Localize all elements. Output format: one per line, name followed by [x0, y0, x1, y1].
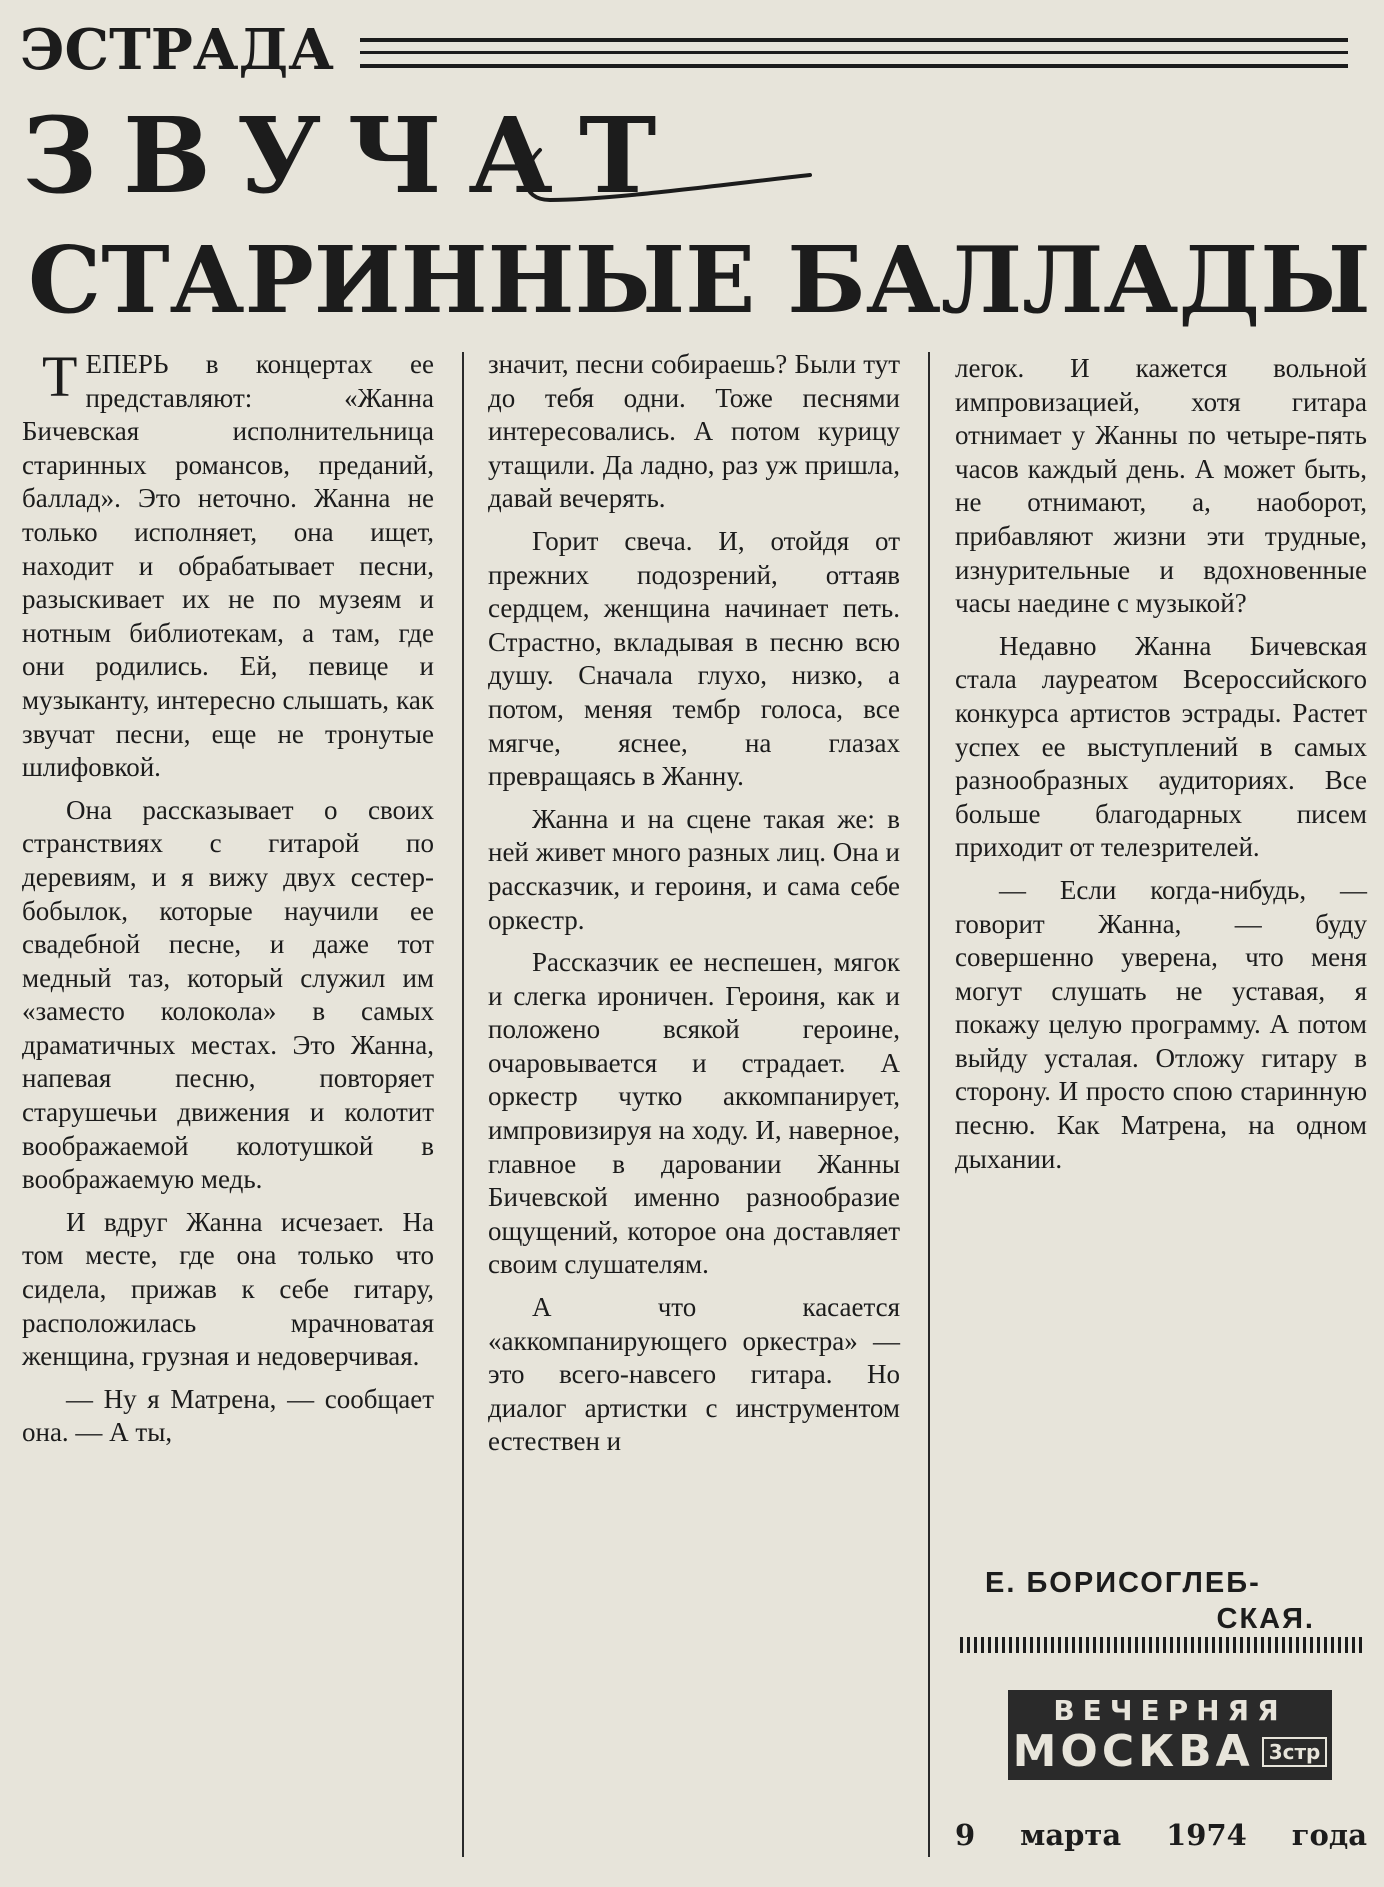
paragraph: Жанна и на сцене такая же: в ней живет много разных лиц. Она и рассказчик, и героиня, и сама себе оркестр. — [488, 803, 900, 935]
newspaper-logo — [1008, 1690, 1332, 1780]
paragraph: А что касается «аккомпанирующего оркестра» — это всего-навсего гитара. Но диалог артистки с инструментом естествен и — [488, 1292, 900, 1457]
paragraph — [22, 344, 434, 785]
date-year: 1974 — [1166, 1818, 1247, 1852]
logo-bottom-row — [1012, 1726, 1322, 1777]
article-column-3 — [955, 352, 1367, 1176]
article-column-2 — [488, 348, 900, 1459]
headline-line1: ЗВУЧАТ — [22, 94, 683, 217]
paragraph: Горит свеча. И, отойдя от прежних подозрений, оттаяв сердцем, женщина начинает петь. Страстно, вкладывая в песню всю душу. Сначала глухо, низко, а потом, меняя тембр голоса, все мягче, яснее, на глазах превращаясь в Жанну. — [488, 525, 900, 792]
rubric-rule-lines — [360, 38, 1348, 68]
date-month: марта — [1020, 1818, 1122, 1852]
publication-date — [955, 1817, 1367, 1853]
logo-top-text: ВЕЧЕРНЯЯ — [1053, 1694, 1287, 1727]
paragraph: значит, песни собираешь? Были тут до тебя одни. Тоже песнями интересовались. А потом курицу утащили. Да ладно, раз уж пришла, давай вечерять. — [488, 349, 900, 514]
decorative-dash-rule — [960, 1637, 1365, 1653]
paragraph-text: ЕПЕРЬ в концертах ее представляют: «Жанна Бичевская исполнительница старинных романсов, преданий, баллад». Это неточно. Жанна не только исполняет, она ищет, находит и обрабатывает песни, разыскивает их не по музеям и нотным библиотекам, а там, где они родились. Ей, певице и музыканту, интересно слышать, как звучат песни, еще не тронутые шлифовкой. — [22, 349, 434, 783]
author-signature-line1: Е. БОРИСОГЛЕБ- — [985, 1567, 1261, 1599]
paragraph: Недавно Жанна Бичевская стала лауреатом Всероссийского конкурса артистов эстрады. Растет успех ее выступлений в самых разнообразных аудиториях. Все больше благодарных писем приходит от телезрителей. — [955, 630, 1367, 863]
handwritten-pen-mark — [520, 130, 820, 220]
paragraph: — Если когда-нибудь, — говорит Жанна, — буду совершенно уверена, что меня могут слушать не уставая, я покажу целую программу. А потом выйду усталая. Отложу гитару в сторону. И просто спою старинную песню. Как Матрена, на одном дыхании. — [955, 874, 1367, 1174]
logo-bottom-text: МОСКВА — [1012, 1726, 1254, 1777]
column-rule — [462, 352, 464, 1857]
pen-stroke-path — [526, 150, 810, 200]
paragraph: Она рассказывает о своих странствиях с гитарой по деревиям, и я вижу двух сестер-бобылок, которые научили ее свадебной песне, и даже тот медный таз, который служил им «заместо колокола» в самых драматичных местах. Это Жанна, напевая песню, повторяет старушечьи движения и колотит воображаемой колотушкой в воображаемую медь. — [22, 794, 434, 1195]
paragraph: легок. И кажется вольной импровизацией, хотя гитара отнимает у Жанны по четыре-пять часов каждый день. А может быть, не отнимают, а, наоборот, прибавляют жизни эти трудные, изнурительные и вдохновенные часы наедине с музыкой? — [955, 353, 1367, 619]
logo-page-number: 3стр — [1262, 1737, 1328, 1767]
date-word: года — [1291, 1818, 1367, 1852]
author-signature-line2: СКАЯ. — [1216, 1603, 1315, 1635]
article-column-1 — [22, 344, 434, 1450]
paragraph: Рассказчик ее неспешен, мягок и слегка ироничен. Героиня, как и положено всякой героине, очаровывается и страдает. А оркестр чутко аккомпанирует, импровизируя на ходу. И, наверное, главное в даровании Жанны Бичевской именно разнообразие ощущений, которое она доставляет своим слушателям. — [488, 947, 900, 1280]
rubric-label: ЭСТРАДА — [20, 17, 334, 83]
headline-line2: СТАРИННЫЕ БАЛЛАДЫ — [28, 226, 1371, 334]
paragraph: — Ну я Матрена, — сообщает она. — А ты, — [22, 1383, 434, 1448]
drop-cap: Т — [42, 344, 78, 409]
paragraph: И вдруг Жанна исчезает. На том месте, где она только что сидела, прижав к себе гитару, расположилась мрачноватая женщина, грузная и недоверчивая. — [22, 1206, 434, 1372]
column-rule — [928, 352, 930, 1857]
date-day: 9 — [955, 1818, 976, 1852]
author-signature — [985, 1565, 1345, 1637]
